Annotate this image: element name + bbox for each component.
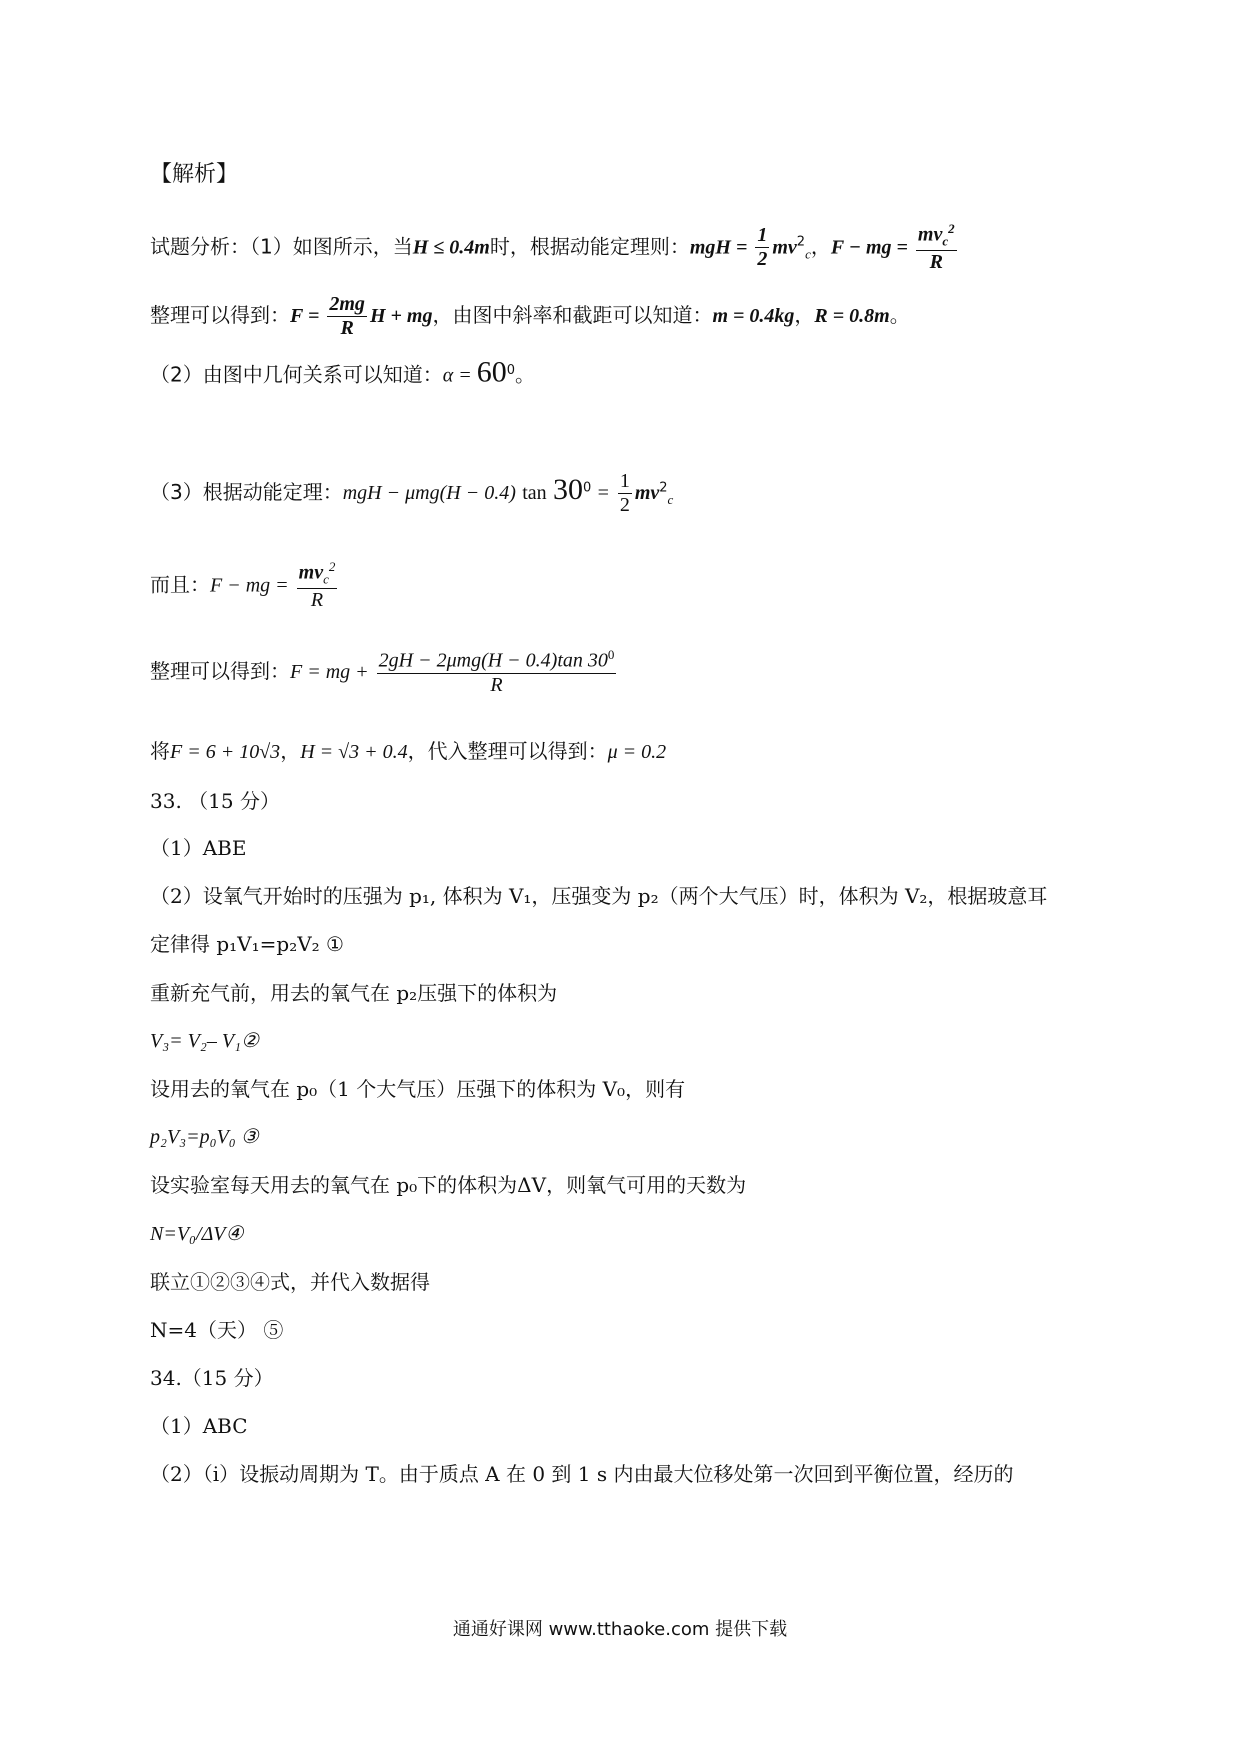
solution-part3-result-line	[150, 648, 619, 697]
q33-answer2-line1: （2）设氧气开始时的压强为 p₁, 体积为 V₁，压强变为 p₂（两个大气压）时，体积为 V₂，根据玻意耳	[150, 884, 1048, 908]
solution-final-line	[150, 736, 666, 767]
p5-intro: 而且：	[150, 572, 210, 597]
p3-eq: α =	[442, 364, 477, 387]
p7-sep: ，	[280, 739, 301, 763]
p4-deg: 30	[553, 473, 584, 506]
q33-answer2-line3: 重新充气前，用去的氧气在 p₂压强下的体积为	[150, 981, 558, 1005]
q33-answer1: （1）ABE	[150, 836, 247, 860]
part1-intro: 试题分析：（1）如图所示，当	[150, 234, 413, 259]
part1-eq1-frac	[755, 224, 769, 271]
frac-den: 2	[757, 248, 768, 271]
sub: c	[942, 233, 949, 249]
exp: 2	[796, 234, 806, 250]
p2-frac	[327, 293, 367, 340]
p6-eq: F = mg +	[290, 660, 374, 683]
frac-num	[377, 648, 617, 674]
p2-tail: H + mg	[369, 305, 433, 327]
q33-answer2-line4: V₃= V₂– V₁②	[150, 1030, 259, 1052]
frac-num: 1	[757, 224, 768, 247]
solution-part2-line	[150, 356, 535, 391]
p4-intro: （3）根据动能定理：	[150, 480, 343, 504]
exp: 2	[948, 221, 955, 236]
p2-mid: ，由图中斜率和截距可以知道：	[432, 303, 713, 327]
part1-eq1: mgH =	[689, 236, 753, 259]
q33-answer2-line5: 设用去的氧气在 p₀（1 个大气压）压强下的体积为 V₀，则有	[150, 1077, 686, 1101]
p7-force: F = 6 + 10√3	[170, 741, 281, 763]
sub: c	[667, 492, 674, 507]
p4-eq-c: =	[591, 482, 615, 504]
q34-answer1: （1）ABC	[150, 1414, 248, 1438]
p2-eq: F =	[290, 305, 325, 327]
num-text: mv	[298, 561, 324, 584]
num-text: 2gH − 2μmg(H − 0.4)tan 30	[378, 649, 608, 672]
q33-answer2-line7: 设实验室每天用去的氧气在 p₀下的体积为ΔV，则氧气可用的天数为	[150, 1173, 747, 1197]
frac-num	[297, 560, 338, 589]
part1-eq2: F − mg =	[830, 236, 913, 259]
exp: 2	[659, 480, 668, 496]
q33-answer2-line6: p₂V₃=p₀V₀ ③	[150, 1126, 259, 1148]
frac-num: 1	[619, 470, 630, 492]
p6-frac	[377, 648, 617, 697]
p3-end: 。	[515, 362, 536, 387]
p2-intro: 整理可以得到：	[150, 303, 290, 327]
p5-frac	[297, 560, 338, 612]
page-footer: 通通好课网 www.tthaoke.com 提供下载	[452, 1619, 788, 1640]
part1-eq2-frac	[916, 222, 957, 274]
part1-mid: 时，根据动能定理则：	[489, 234, 690, 259]
exp: 0	[607, 647, 615, 662]
p3-val: 60	[476, 355, 507, 389]
p6-intro: 整理可以得到：	[150, 658, 290, 683]
p5-eq: F − mg =	[210, 574, 294, 597]
q33-answer2-line10: N=4（天） ⑤	[150, 1318, 284, 1342]
p4-eq-a: mgH − μmg	[342, 482, 440, 504]
p7-a: 将	[150, 739, 170, 763]
solution-part1-line	[150, 222, 960, 274]
solution-part3-force-line	[150, 560, 340, 612]
part1-sep: ，	[810, 234, 831, 259]
p7-mu: μ = 0.2	[607, 741, 667, 763]
solution-heading: 【解析】	[150, 162, 239, 187]
q34-answer2-line1: （2）（i）设振动周期为 T。由于质点 A 在 0 到 1 s 内由最大位移处第一次回到平衡位置，经历的	[150, 1462, 1014, 1486]
p2-radius: R = 0.8m	[814, 305, 890, 327]
exp: 0	[506, 363, 516, 378]
q34-title: 34.（15 分）	[150, 1366, 274, 1390]
p2-end: 。	[889, 303, 910, 327]
p2-mass: m = 0.4kg	[712, 305, 795, 327]
p7-b: ，代入整理可以得到：	[407, 739, 608, 763]
q33-answer2-line8: N=V₀/ΔV④	[150, 1223, 244, 1245]
q33-answer2-line9: 联立①②③④式，并代入数据得	[150, 1270, 430, 1294]
solution-part3-line	[150, 470, 673, 517]
part1-condition: H ≤ 0.4m	[412, 236, 490, 259]
frac-den: R	[310, 588, 324, 611]
frac-num: 2mg	[329, 293, 365, 315]
frac-den: R	[490, 673, 503, 696]
frac-den: 2	[619, 494, 630, 516]
sub: c	[805, 246, 811, 262]
num-text: mv	[917, 223, 943, 246]
frac-den: R	[929, 250, 943, 273]
frac-num	[916, 222, 957, 251]
p4-tail: mv	[634, 482, 660, 504]
exp: 2	[328, 559, 336, 574]
frac-den: R	[340, 317, 354, 339]
p4-frac	[618, 470, 632, 517]
p4-tan: tan	[522, 482, 547, 504]
q33-title: 33. （15 分）	[150, 789, 280, 813]
p7-height: H = √3 + 0.4	[300, 741, 408, 763]
sub: c	[323, 571, 329, 587]
solution-part1-result-line	[150, 293, 910, 340]
part1-eq1-tail: mv	[772, 236, 797, 259]
p2-sep: ，	[794, 303, 815, 327]
q33-answer2-line2: 定律得 p₁V₁=p₂V₂ ①	[150, 932, 344, 956]
p4-eq-b: (H − 0.4)	[439, 482, 516, 504]
p3-intro: （2）由图中几何关系可以知道：	[150, 362, 443, 387]
exp: 0	[583, 480, 592, 496]
